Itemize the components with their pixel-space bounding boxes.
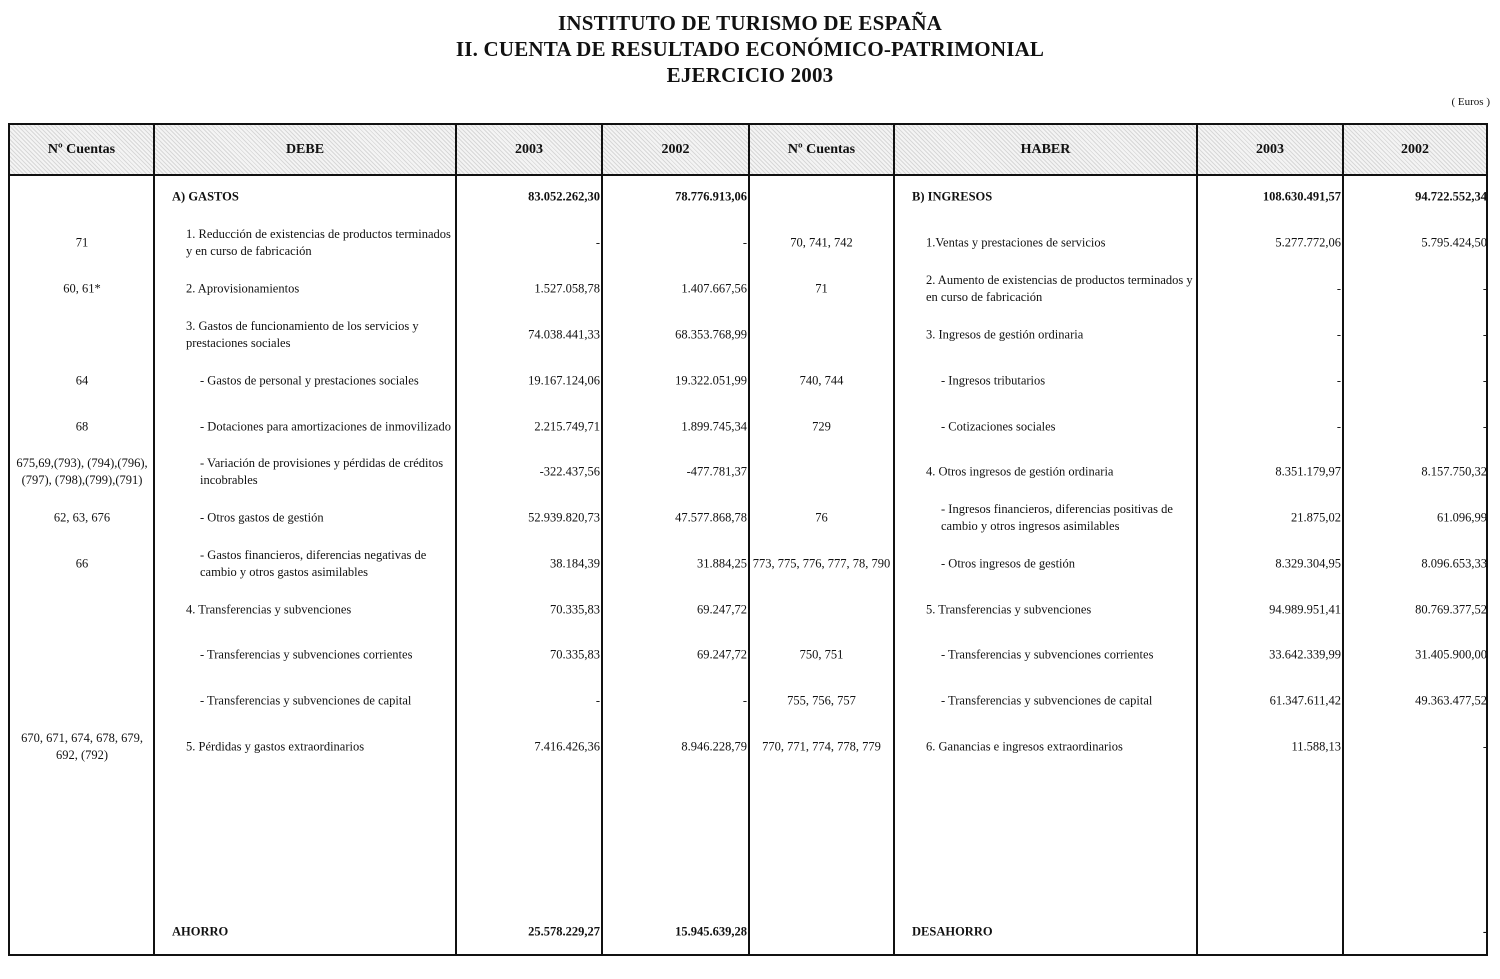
currency-unit-label: ( Euros ) bbox=[1451, 96, 1490, 108]
column-divider bbox=[153, 123, 155, 956]
header-debe-2002: 2002 bbox=[661, 141, 690, 157]
column-divider bbox=[893, 123, 895, 956]
haber-value-2002: - bbox=[1482, 739, 1487, 754]
header-debe-2003: 2003 bbox=[515, 141, 543, 157]
debe-account-codes: 68 bbox=[75, 419, 89, 434]
haber-value-2002: 5.795.424,50 bbox=[1421, 235, 1487, 250]
debe-concept-label: 1. Reducción de existencias de productos terminados y en curso de fabricación bbox=[186, 227, 451, 258]
debe-concept-label: 5. Pérdidas y gastos extraordinarios bbox=[186, 739, 365, 754]
debe-value-2003: 74.038.441,33 bbox=[528, 327, 600, 342]
debe-concept-label: 4. Transferencias y subvenciones bbox=[186, 602, 352, 617]
debe-concept-label: - Gastos de personal y prestaciones sociales bbox=[200, 373, 419, 388]
haber-concept-label: 1.Ventas y prestaciones de servicios bbox=[926, 235, 1106, 250]
debe-value-2003: 38.184,39 bbox=[550, 556, 600, 571]
debe-concept-label: 2. Aprovisionamientos bbox=[186, 281, 300, 296]
haber-concept-label: 6. Ganancias e ingresos extraordinarios bbox=[926, 739, 1123, 754]
haber-value-2002: - bbox=[1482, 327, 1487, 342]
haber-account-codes: 71 bbox=[815, 281, 828, 296]
haber-account-codes: 770, 771, 774, 778, 779 bbox=[762, 739, 881, 754]
haber-concept-label: - Transferencias y subvenciones de capital bbox=[941, 693, 1153, 708]
debe-concept-label: - Variación de provisiones y pérdidas de créditos incobrables bbox=[200, 456, 444, 487]
haber-concept-label: - Ingresos tributarios bbox=[941, 373, 1046, 388]
haber-value-2002: 80.769.377,52 bbox=[1415, 602, 1487, 617]
haber-concept-label: 2. Aumento de existencias de productos terminados y en curso de fabricación bbox=[926, 273, 1193, 304]
haber-value-2003: 61.347.611,42 bbox=[1269, 693, 1341, 708]
debe-value-2002: - bbox=[742, 235, 747, 250]
debe-concept-label: 3. Gastos de funcionamiento de los servicios y prestaciones sociales bbox=[186, 319, 419, 350]
haber-account-codes: 773, 775, 776, 777, 78, 790 bbox=[752, 556, 891, 571]
haber-value-2002: - bbox=[1482, 373, 1487, 388]
debe-value-2002: 1.899.745,34 bbox=[681, 419, 747, 434]
haber-concept-label: - Cotizaciones sociales bbox=[941, 419, 1056, 434]
debe-concept-label: - Otros gastos de gestión bbox=[200, 510, 324, 525]
debe-value-2003: 70.335,83 bbox=[550, 602, 600, 617]
header-cuentas-haber: Nº Cuentas bbox=[787, 141, 856, 157]
statement-title: II. CUENTA DE RESULTADO ECONÓMICO-PATRIMONIAL bbox=[455, 37, 1045, 61]
debe-value-2002: 19.322.051,99 bbox=[675, 373, 747, 388]
debe-value-2002: 78.776.913,06 bbox=[675, 189, 747, 204]
fiscal-year-title: EJERCICIO 2003 bbox=[666, 63, 834, 87]
haber-value-2002: - bbox=[1482, 419, 1487, 434]
debe-value-2003: 52.939.820,73 bbox=[528, 510, 600, 525]
haber-concept-label: 4. Otros ingresos de gestión ordinaria bbox=[926, 464, 1114, 479]
haber-value-2003: - bbox=[1336, 327, 1341, 342]
header-debe: DEBE bbox=[285, 141, 325, 157]
debe-account-codes: 66 bbox=[75, 556, 89, 571]
debe-account-codes: 71 bbox=[75, 235, 89, 250]
haber-value-2002: - bbox=[1482, 924, 1487, 939]
institution-title: INSTITUTO DE TURISMO DE ESPAÑA bbox=[557, 11, 943, 35]
haber-value-2002: 8.096.653,33 bbox=[1421, 556, 1487, 571]
haber-value-2003: 21.875,02 bbox=[1291, 510, 1341, 525]
haber-value-2003: 94.989.951,41 bbox=[1269, 602, 1341, 617]
debe-concept-label: AHORRO bbox=[172, 924, 229, 939]
debe-value-2002: 69.247,72 bbox=[697, 647, 747, 662]
haber-value-2003: 11.588,13 bbox=[1291, 739, 1341, 754]
debe-value-2003: 19.167.124,06 bbox=[528, 373, 600, 388]
haber-account-codes: 729 bbox=[812, 419, 831, 434]
debe-value-2003: - bbox=[595, 693, 600, 708]
haber-value-2002: 49.363.477,52 bbox=[1415, 693, 1487, 708]
debe-value-2002: - bbox=[742, 693, 747, 708]
debe-concept-label: - Transferencias y subvenciones corrientes bbox=[200, 647, 413, 662]
haber-value-2002: - bbox=[1482, 281, 1487, 296]
document-title-block bbox=[0, 10, 1500, 88]
haber-concept-label: - Otros ingresos de gestión bbox=[941, 556, 1076, 571]
debe-value-2003: 83.052.262,30 bbox=[528, 189, 600, 204]
haber-value-2003: - bbox=[1336, 373, 1341, 388]
haber-concept-label: B) INGRESOS bbox=[912, 189, 993, 204]
haber-account-codes: 70, 741, 742 bbox=[790, 235, 853, 250]
haber-value-2002: 61.096,99 bbox=[1437, 510, 1487, 525]
haber-value-2003: 8.329.304,95 bbox=[1275, 556, 1341, 571]
debe-value-2002: -477.781,37 bbox=[686, 464, 747, 479]
haber-account-codes: 750, 751 bbox=[799, 647, 844, 662]
debe-value-2003: 1.527.058,78 bbox=[534, 281, 600, 296]
debe-value-2002: 68.353.768,99 bbox=[675, 327, 747, 342]
haber-value-2003: 5.277.772,06 bbox=[1275, 235, 1341, 250]
haber-value-2003: 33.642.339,99 bbox=[1269, 647, 1341, 662]
header-haber: HABER bbox=[1020, 141, 1071, 157]
header-haber-2003: 2003 bbox=[1256, 141, 1284, 157]
debe-account-codes: 64 bbox=[75, 373, 89, 388]
debe-value-2002: 31.884,25 bbox=[697, 556, 747, 571]
debe-concept-label: - Gastos financieros, diferencias negativas de cambio y otros gastos asimilables bbox=[200, 548, 427, 579]
column-divider bbox=[748, 123, 750, 956]
debe-value-2003: 7.416.426,36 bbox=[534, 739, 600, 754]
debe-concept-label: - Transferencias y subvenciones de capital bbox=[200, 693, 412, 708]
debe-value-2002: 1.407.667,56 bbox=[681, 281, 747, 296]
debe-value-2002: 47.577.868,78 bbox=[675, 510, 747, 525]
haber-value-2002: 8.157.750,32 bbox=[1421, 464, 1487, 479]
debe-value-2002: 15.945.639,28 bbox=[675, 924, 747, 939]
haber-concept-label: 5. Transferencias y subvenciones bbox=[926, 602, 1092, 617]
debe-account-codes: 62, 63, 676 bbox=[53, 510, 111, 525]
haber-account-codes: 76 bbox=[815, 510, 828, 525]
debe-value-2003: 70.335,83 bbox=[550, 647, 600, 662]
haber-concept-label: - Ingresos financieros, diferencias positivas de cambio y otros ingresos asimilables bbox=[941, 502, 1173, 533]
debe-value-2003: -322.437,56 bbox=[539, 464, 600, 479]
debe-concept-label: - Dotaciones para amortizaciones de inmovilizado bbox=[200, 419, 451, 434]
debe-value-2003: 25.578.229,27 bbox=[528, 924, 600, 939]
haber-account-codes: 755, 756, 757 bbox=[787, 693, 856, 708]
haber-account-codes: 740, 744 bbox=[799, 373, 844, 388]
header-haber-2002: 2002 bbox=[1401, 141, 1429, 157]
debe-account-codes: 670, 671, 674, 678, 679, 692, (792) bbox=[21, 731, 143, 762]
debe-account-codes: 60, 61* bbox=[63, 281, 101, 296]
debe-account-codes: 675,69,(793), (794),(796),(797), (798),(799),(791) bbox=[16, 456, 148, 487]
haber-concept-label: - Transferencias y subvenciones corrientes bbox=[941, 647, 1154, 662]
debe-value-2002: 69.247,72 bbox=[697, 602, 747, 617]
debe-value-2002: 8.946.228,79 bbox=[681, 739, 747, 754]
haber-value-2003: 108.630.491,57 bbox=[1262, 189, 1341, 204]
debe-value-2003: - bbox=[595, 235, 600, 250]
haber-value-2003: - bbox=[1336, 419, 1341, 434]
haber-value-2003: - bbox=[1336, 281, 1341, 296]
haber-concept-label: 3. Ingresos de gestión ordinaria bbox=[926, 327, 1084, 342]
haber-value-2002: 31.405.900,00 bbox=[1415, 647, 1487, 662]
haber-value-2002: 94.722.552,34 bbox=[1415, 189, 1487, 204]
haber-value-2003: 8.351.179,97 bbox=[1275, 464, 1341, 479]
header-cuentas-debe: Nº Cuentas bbox=[47, 141, 116, 157]
debe-value-2003: 2.215.749,71 bbox=[534, 419, 600, 434]
haber-concept-label: DESAHORRO bbox=[912, 924, 993, 939]
debe-concept-label: A) GASTOS bbox=[172, 189, 239, 204]
